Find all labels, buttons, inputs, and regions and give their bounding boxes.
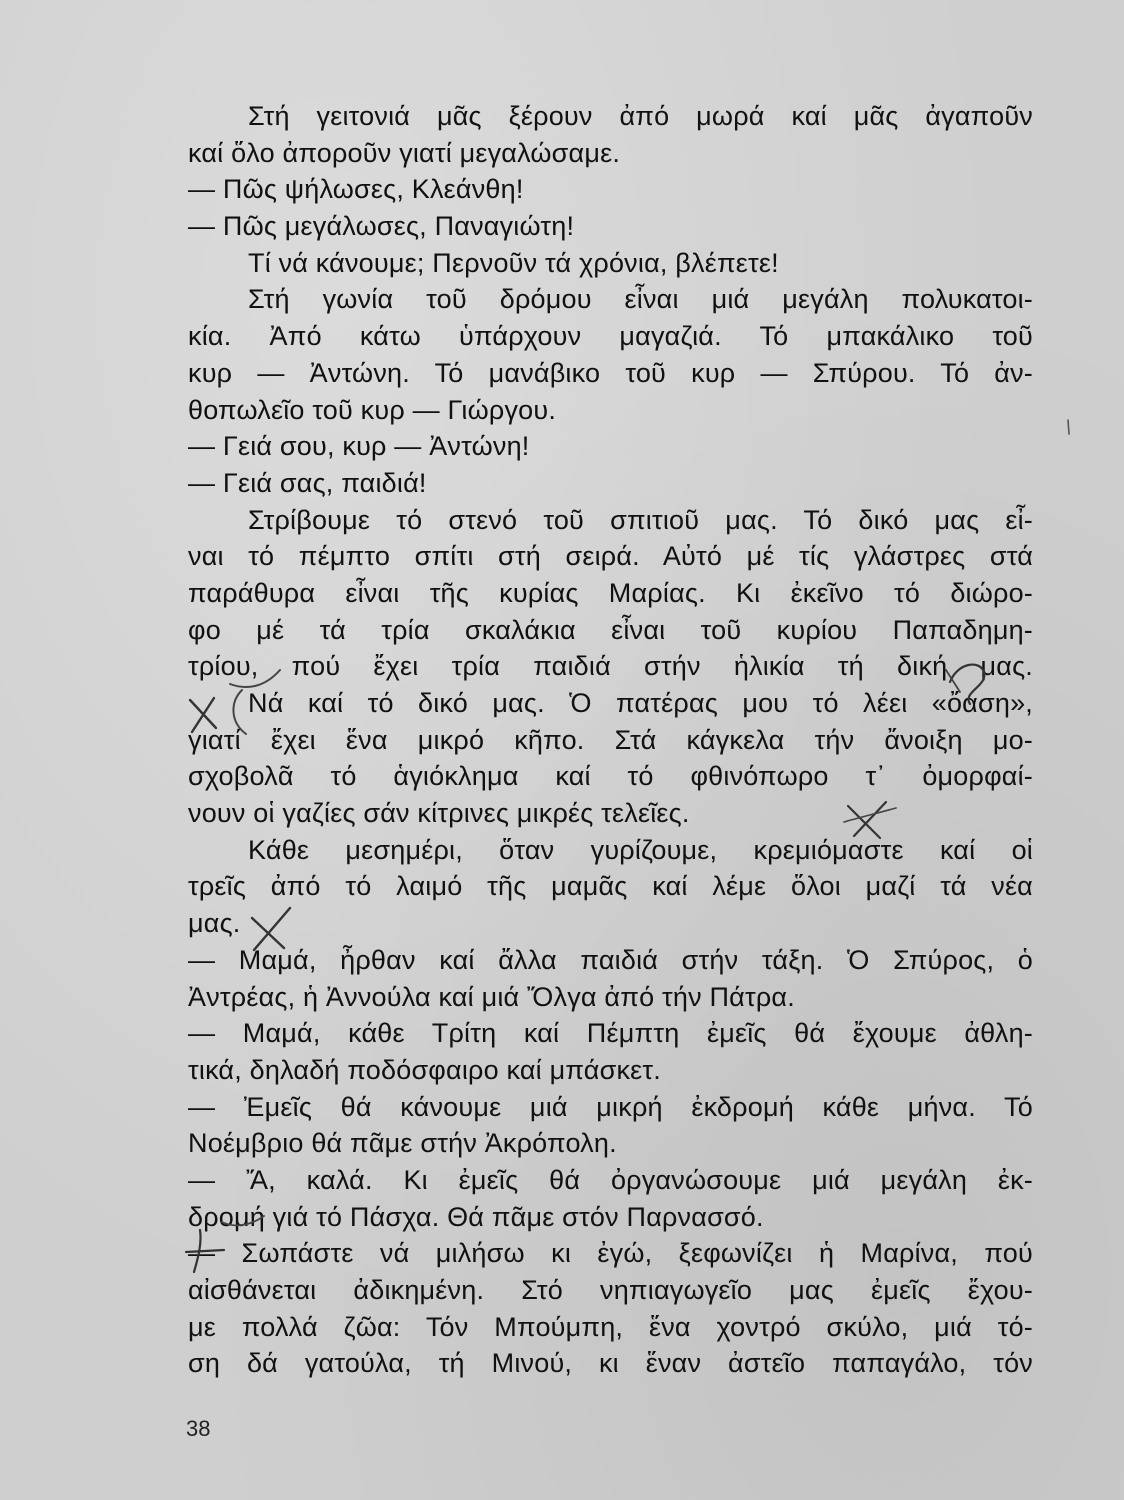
text-line: — Ἄ, καλά. Κι ἐμεῖς θά ὀργανώσουμε μιά μεγάλη ἐκ- [188,1164,1033,1195]
text-line: — Ἐμεῖς θά κάνουμε μιά μικρή ἐκδρομή κάθε μήνα. Τό [188,1091,1033,1122]
text-line: Νά καί τό δικό μας. Ὁ πατέρας μου τό λέει «ὄαση», [248,688,1033,718]
page-number: 38 [186,1416,211,1441]
text-line: γιατί ἔχει ἕνα μικρό κῆπο. Στά κάγκελα τήν ἄνοιξη μο- [188,724,1033,755]
text-line: μας. [188,908,241,939]
text-line: με πολλά ζῶα: Τόν Μπούμπη, ἕνα χοντρό σκύλο, μιά τό- [188,1311,1033,1342]
text-line: — Πῶς ψήλωσες, Κλεάνθη! [188,174,524,205]
text-line: — Μαμά, ἦρθαν καί ἄλλα παιδιά στήν τάξη. Ὁ Σπύρος, ὁ [188,944,1033,975]
text-line: ση δά γατούλα, τή Μινού, κι ἕναν ἀστεῖο παπαγάλο, τόν [188,1348,1033,1379]
text-line: τικά, δηλαδή ποδόσφαιρο καί μπάσκετ. [188,1054,661,1085]
text-line: — Πῶς μεγάλωσες, Παναγιώτη! [188,211,575,242]
text-line: αἰσθάνεται ἀδικημένη. Στό νηπιαγωγεῖο μας ἐμεῖς ἔχου- [188,1275,1033,1305]
text-line: παράθυρα εἶναι τῆς κυρίας Μαρίας. Κι ἐκεῖνο τό διώρο- [188,577,1033,608]
text-line: Τί νά κάνουμε; Περνοῦν τά χρόνια, βλέπετε! [248,247,779,278]
text-line: κυρ — Ἀντώνη. Τό μανάβικο τοῦ κυρ — Σπύρου. Τό ἀν- [188,357,1033,388]
text-line: — Γειά σας, παιδιά! [188,467,427,498]
pencil-dot-mark [1062,418,1074,438]
text-line: Κάθε μεσημέρι, ὅταν γυρίζουμε, κρεμιόμαστε καί οἱ [248,834,1033,865]
text-line: σχοβολᾶ τό ἁγιόκλημα καί τό φθινόπωρο τ᾽ ὀμορφαί- [188,761,1033,792]
text-line: νουν οἱ γαζίες σάν κίτρινες μικρές τελεῖες. [188,798,690,829]
text-line: δρομή γιά τό Πάσχα. Θά πᾶμε στόν Παρνασσό. [188,1201,764,1232]
text-line: τρεῖς ἀπό τό λαιμό τῆς μαμᾶς καί λέμε ὅλοι μαζί τά νέα [188,871,1033,902]
text-line: — Γειά σου, κυρ — Ἀντώνη! [188,431,530,462]
text-line: φο μέ τά τρία σκαλάκια εἶναι τοῦ κυρίου Παπαδημη- [188,614,1033,645]
text-line: — Σωπάστε νά μιλήσω κι ἐγώ, ξεφωνίζει ἡ Μαρίνα, πού [188,1238,1033,1269]
text-line: καί ὅλο ἀποροῦν γιατί μεγαλώσαμε. [188,137,621,168]
text-line: Στρίβουμε τό στενό τοῦ σπιτιοῦ μας. Τό δικό μας εἶ- [248,504,1033,535]
body-text [188,98,1033,1382]
text-line: Ἀντρέας, ἡ Ἀννούλα καί μιά Ὄλγα ἀπό τήν Πάτρα. [188,981,795,1012]
text-line: κία. Ἀπό κάτω ὑπάρχουν μαγαζιά. Τό μπακάλικο τοῦ [188,321,1033,352]
text-line: θοπωλεῖο τοῦ κυρ — Γιώργου. [188,394,557,425]
text-line: Στή γειτονιά μᾶς ξέρουν ἀπό μωρά καί μᾶς ἀγαποῦν [248,101,1033,131]
text-line: Στή γωνία τοῦ δρόμου εἶναι μιά μεγάλη πολυκατοι- [248,284,1033,315]
text-line: τρίου, πού ἔχει τρία παιδιά στήν ἡλικία τή δική μας. [188,651,1033,682]
text-line: — Μαμά, κάθε Τρίτη καί Πέμπτη ἐμεῖς θά ἔχουμε ἀθλη- [188,1018,1033,1049]
text-line: ναι τό πέμπτο σπίτι στή σειρά. Αὐτό μέ τίς γλάστρες στά [188,541,1033,572]
text-line: Νοέμβριο θά πᾶμε στήν Ἀκρόπολη. [188,1128,617,1159]
